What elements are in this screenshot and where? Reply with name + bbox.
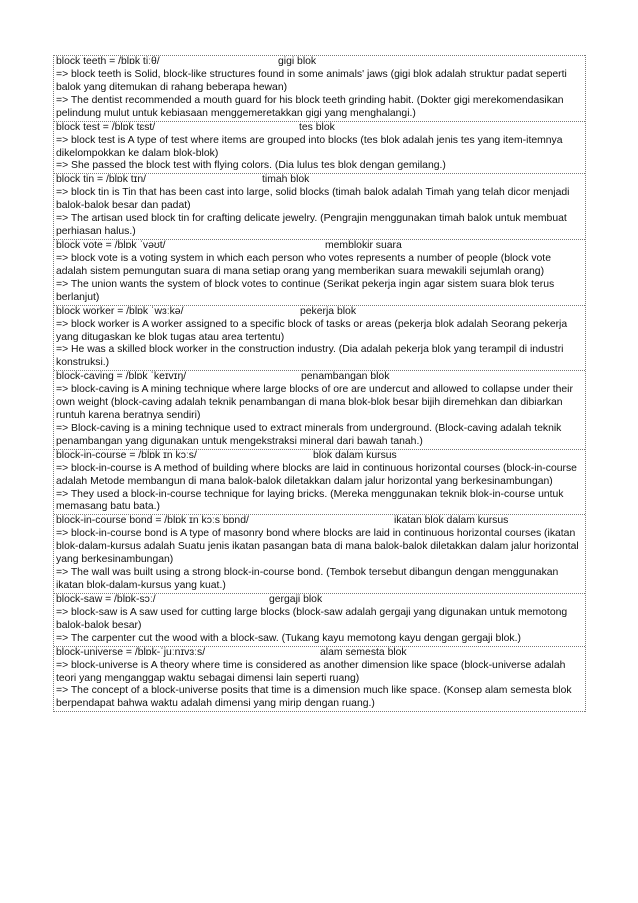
entry-example: => The union wants the system of block votes to continue (Serikat pekerja ingin agar sistem suara blok terus berlanjut) — [56, 278, 555, 303]
entry-heading — [56, 515, 585, 528]
entry-heading — [56, 240, 585, 253]
entry-translation: memblokir suara — [325, 239, 402, 251]
entry-heading — [56, 594, 585, 607]
entry-translation: tes blok — [299, 121, 335, 133]
glossary-entry — [54, 121, 585, 174]
entry-term: block vote = /blɒk ˈvəʊt/ — [56, 239, 166, 251]
entry-term: block-caving = /blɒk ˈkeɪvɪŋ/ — [56, 371, 187, 383]
glossary-entry — [54, 514, 585, 593]
glossary-entry — [54, 173, 585, 239]
entry-term: block tin = /blɒk tɪn/ — [56, 174, 147, 186]
glossary-entry — [54, 305, 585, 371]
entry-term: block-saw = /blɒk-sɔː/ — [56, 593, 156, 605]
entry-term: block test = /blɒk tɛst/ — [56, 121, 156, 133]
entry-translation: blok dalam kursus — [313, 449, 397, 461]
entry-example: => Block-caving is a mining technique used to extract minerals from underground. (Block-caving adalah teknik penambangan yang digunakan untuk mengekstraksi mineral dari bawah tanah.) — [56, 422, 562, 447]
entry-definition: => block-in-course is A method of building where blocks are laid in continuous horizontal courses (block-in-course adalah Metode membangun di mana balok-balok diletakkan dalam jalur horizontal yang berkesinambungan) — [56, 462, 577, 487]
entry-example: => The artisan used block tin for crafting delicate jewelry. (Pengrajin menggunakan timah balok untuk membuat perhiasan halus.) — [56, 213, 567, 238]
glossary-entry — [54, 593, 585, 646]
entry-translation: penambangan blok — [301, 371, 390, 383]
entry-definition: => block worker is A worker assigned to a specific block of tasks or areas (pekerja blok adalah Seorang pekerja yang ditugaskan ke blok tugas atau area tertentu) — [56, 318, 568, 343]
entry-heading — [56, 647, 585, 660]
entry-term: block-in-course = /blɒk ɪn kɔːs/ — [56, 449, 197, 461]
entry-example: => The carpenter cut the wood with a block-saw. (Tukang kayu memotong kayu dengan gergaji blok.) — [56, 632, 521, 644]
entry-heading — [56, 371, 585, 384]
entry-definition: => block vote is a voting system in which each person who votes represents a number of people (block vote adalah sistem pemungutan suara di mana setiap orang yang memberikan suara mewakili sejumlah orang) — [56, 252, 551, 277]
entry-definition: => block-in-course bond is A type of masonry bond where blocks are laid in continuous horizontal courses (ikatan blok-dalam-kursus adalah Suatu jenis ikatan pasangan bata di mana balok-balok diletakkan dalam jalur horizontal yang berkesinambungan) — [56, 528, 579, 566]
entry-example: => She passed the block test with flying colors. (Dia lulus tes blok dengan gemilang.) — [56, 160, 446, 172]
entry-definition: => block tin is Tin that has been cast into large, solid blocks (timah balok adalah Timah yang telah dicor menjadi balok-balok besar dan padat) — [56, 187, 570, 212]
entry-heading — [56, 122, 585, 135]
entry-example: => The wall was built using a strong block-in-course bond. (Tembok tersebut dibangun dengan menggunakan ikatan blok-dalam-kursus yang kuat.) — [56, 567, 559, 591]
entry-heading — [56, 174, 585, 187]
entry-definition: => block test is A type of test where items are grouped into blocks (tes blok adalah jenis tes yang item-itemnya dikelompokkan ke dalam blok-blok) — [56, 134, 563, 159]
glossary-entry — [54, 646, 585, 713]
entry-term: block teeth = /blɒk tiːθ/ — [56, 56, 160, 67]
entry-example: => He was a skilled block worker in the construction industry. (Dia adalah pekerja blok yang terampil di industri konstruksi.) — [56, 344, 564, 369]
glossary-entry — [54, 370, 585, 449]
entry-term: block-universe = /blɒk-ˈjuːnɪvɜːs/ — [56, 646, 206, 658]
glossary-sheet — [53, 55, 586, 712]
entry-term: block worker = /blɒk ˈwɜːkə/ — [56, 305, 184, 317]
entry-heading — [56, 56, 585, 69]
entry-translation: timah blok — [262, 174, 310, 186]
glossary-entry — [54, 55, 585, 121]
entry-term: block-in-course bond = /blɒk ɪn kɔːs bɒnd/ — [56, 515, 249, 527]
entry-heading — [56, 306, 585, 319]
glossary-entry — [54, 239, 585, 305]
entry-definition: => block teeth is Solid, block-like structures found in some animals' jaws (gigi blok adalah struktur padat seperti balok yang ditemukan di rahang beberapa hewan) — [56, 69, 567, 93]
entry-heading — [56, 450, 585, 463]
entry-example: => The concept of a block-universe posits that time is a dimension much like space. (Konsep alam semesta blok berpendapat bahwa waktu adalah dimensi yang mirip dengan ruang.) — [56, 685, 572, 710]
entry-definition: => block-saw is A saw used for cutting large blocks (block-saw adalah gergaji yang digunakan untuk memotong balok-balok besar) — [56, 606, 568, 631]
glossary-entry — [54, 449, 585, 515]
entry-definition: => block-universe is A theory where time is considered as another dimension like space (block-universe adalah teori yang menganggap waktu sebagai dimensi lain seperti ruang) — [56, 659, 566, 684]
entry-translation: pekerja blok — [300, 305, 357, 317]
entry-translation: gergaji blok — [269, 593, 323, 605]
entry-example: => The dentist recommended a mouth guard for his block teeth grinding habit. (Dokter gigi merekomendasikan pelindung mulut untuk kebiasaan menggemeretakkan gigi yang menghalangi.) — [56, 94, 564, 119]
entry-translation: gigi blok — [278, 56, 317, 67]
entry-translation: alam semesta blok — [320, 646, 407, 658]
entry-example: => They used a block-in-course technique for laying bricks. (Mereka menggunakan teknik blok-in-course untuk memasang batu bata.) — [56, 488, 564, 513]
entry-definition: => block-caving is A mining technique where large blocks of ore are undercut and allowed to collapse under their own weight (block-caving adalah teknik penambangan di mana blok-blok besar bijih diremehkan dan dibiarkan runtuh karena beratnya sendiri) — [56, 384, 573, 422]
entry-translation: ikatan blok dalam kursus — [394, 515, 509, 527]
